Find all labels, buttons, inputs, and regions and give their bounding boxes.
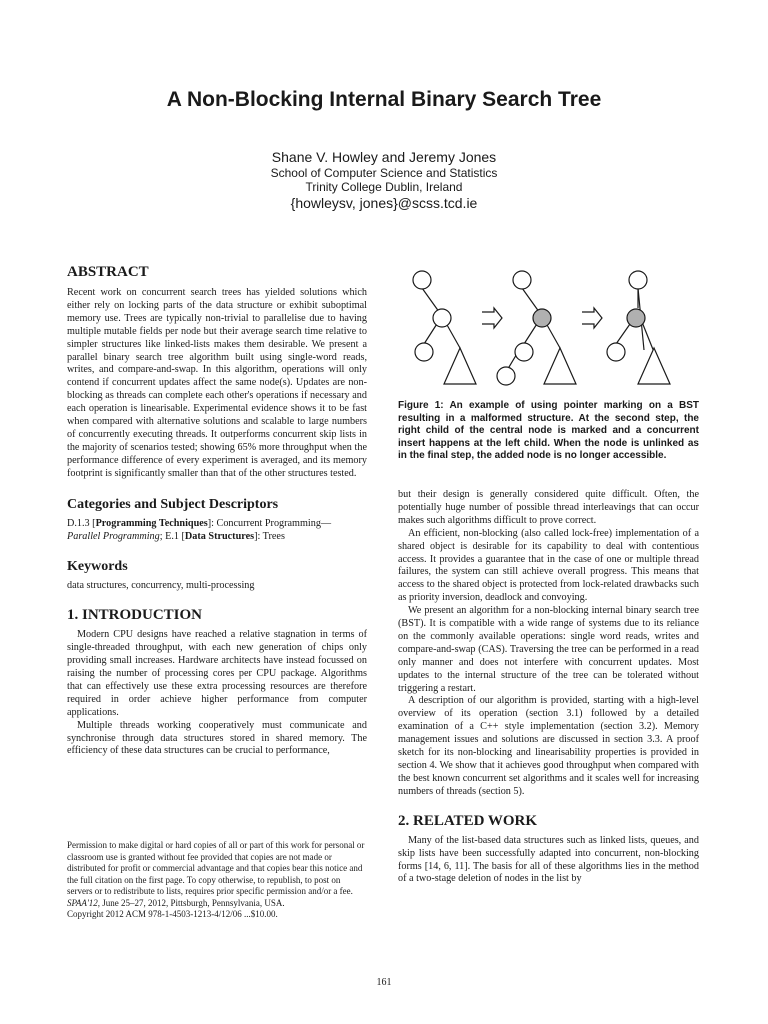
tree-node [515,343,533,361]
tree-node [413,271,431,289]
right-paragraph-3: We present an algorithm for a non-blocking internal binary search tree (BST). It is compatible with a wide range of systems due to its reliance on the commonly available operations: single word reads, writes and compare-and-swap (CAS). Traversing the tree can be performed in a read only manner and does not interfere with concurrent updates. Most updates to the internal structure of the tree can be tolerated without triggering a restart. [398,605,699,694]
abstract-heading: ABSTRACT [67,264,149,280]
introduction-heading: 1. INTRODUCTION [67,607,203,624]
tree-node [513,271,531,289]
category-code-2: ; E.1 [ [159,530,185,542]
category-italic-1: Parallel Programming [67,530,160,542]
categories-text [67,518,367,544]
author-email: {howleysv, jones}@scss.tcd.ie [290,195,478,211]
permission-notice [67,840,367,921]
intro-paragraph-1: Modern CPU designs have reached a relative stagnation in terms of single-threaded throughput, with each new generation of chips only providing small increases. Hardware architects have instead focussed on raising the number of processing cores per CPU package. Algorithms that can effectively use these extra processing resources are therefore required in order achieve higher performance from computer applications. [67,629,367,718]
affiliation-college: Trinity College Dublin, Ireland [305,180,463,194]
tree-node [629,271,647,289]
marked-node [533,309,551,327]
tree-node [433,309,451,327]
category-sub-2: ]: Trees [254,530,285,542]
figure-1-diagram [398,268,699,388]
venue-details: June 25–27, 2012, Pittsburgh, Pennsylvania, USA. [100,897,285,908]
category-code-1: D.1.3 [ [67,517,96,529]
paper-title: A Non-Blocking Internal Binary Search Tree [166,88,602,111]
figure-1-caption: Figure 1: An example of using pointer marking on a BST resulting in a malformed structure. At the second step, the right child of the central node is marked and a concurrent insert happens at the left child. When the node is unlinked as in the final step, the added node is no longer accessible. [398,400,699,462]
inserted-node [497,367,515,385]
subtree-triangle [544,348,576,384]
keywords-heading: Keywords [67,559,128,575]
tree-node [415,343,433,361]
right-column [398,264,699,886]
tree-edge [616,324,630,344]
right-paragraph-2: An efficient, non-blocking (also called lock-free) implementation of a shared object is desirable for its capability to deal with contentious access. It provides a guarantee that in the case of one or multiple thread failures, the system can still achieve overall progress. This means that access to the shared object is protected from lock-related drawbacks such as priority inversion, deadlock and convoying. [398,527,699,604]
keywords-text: data structures, concurrency, multi-processing [67,580,255,592]
copyright-line: Copyright 2012 ACM 978-1-4503-1213-4/12/06 ...$10.00. [67,909,278,919]
subtree-triangle [638,348,670,384]
step-arrow [582,308,602,328]
affiliation-school: School of Computer Science and Statistics [270,166,498,180]
right-paragraph-1: but their design is generally considered quite difficult. Often, the potentially huge number of possible thread interleavings that can occur makes such algorithms difficult to prove correct. [398,488,699,526]
intro-paragraph-2: Multiple threads working cooperatively must communicate and synchronise through data structures stored in shared memory. The efficiency of these data structures can be crucial to performance, [67,719,367,757]
category-sub-1: ]: Concurrent Programming— [207,517,332,529]
permission-text: Permission to make digital or hard copies of all or part of this work for personal or classroom use is granted without fee provided that copies are not made or distributed for profit or commercial advantage and that copies bear this notice and the full citation on the first page. To copy otherwise, to republish, to post on servers or to redistribute to lists, requires prior specific permission and/or a fee. [67,840,365,896]
page-number: 161 [376,977,392,988]
categories-heading: Categories and Subject Descriptors [67,496,279,512]
category-name-1: Programming Techniques [95,517,208,529]
venue-name: SPAA'12, [67,897,101,908]
abstract-text: Recent work on concurrent search trees has yielded solutions which either rely on locking parts of the data structure or exhibit suboptimal memory use. Trees are typically non-trivial to parallelise due to having multiple mutable fields per node but their average search time relative to simpler structures like linked-lists makes them desirable. We present a parallel binary search tree algorithm built using single-word reads, writes, and compare-and-swap. In this algorithm, operations will only contend if concurrent updates affect the same node(s). Updates are non-blocking as threads can complete each other's operations if necessary and each operation is linearisable. Experimental evidence shows it to be fast when compared with alternative solutions and scalable to large numbers of concurrently executing threads. It outperforms concurrent skip lists in the majority of scenarios tested; showing 65% more throughput when the performance difference of every experiment is averaged, and its memory footprint is significantly smaller than that of the other structures tested. [67,287,367,479]
unlinked-node [627,309,645,327]
right-paragraph-4: A description of our algorithm is provided, starting with a high-level overview of its operation (section 3.1) followed by a detailed examination of a C++ style implementation (section 3.2). Memory management issues and solutions are discussed in section 3.3. A proof sketch for its non-blocking and linearisability properties is provided in section 4. We show that it achieves good throughput when compared with the best known concurrent set algorithms and it scales well for increasing numbers of threads (section 5). [398,695,699,797]
subtree-triangle [444,348,476,384]
left-column [67,264,367,758]
category-name-2: Data Structures [184,530,255,542]
step-arrow [482,308,502,328]
author-names: Shane V. Howley and Jeremy Jones [271,149,497,165]
inaccessible-node [607,343,625,361]
related-work-text: Many of the list-based data structures such as linked lists, queues, and skip lists have been successfully adapted into concurrent, non-blocking forms [14, 6, 11]. The basis for all of these algorithms lies in the method of a two-stage deletion of nodes in the list by [398,834,699,885]
author-block [0,148,768,212]
related-work-heading: 2. RELATED WORK [398,812,538,829]
venue-line [67,898,367,910]
